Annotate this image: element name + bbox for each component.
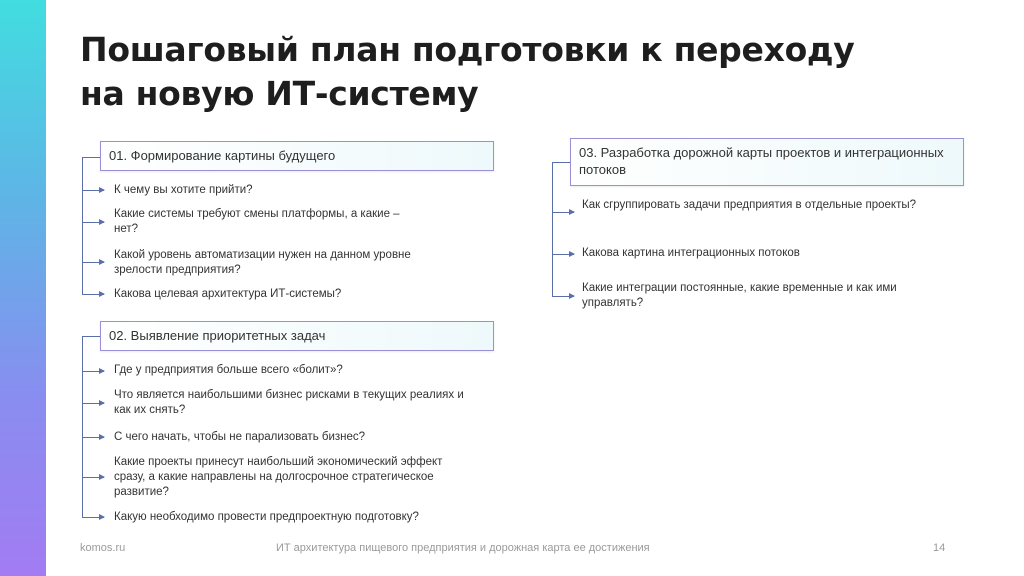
list-item: Как сгруппировать задачи предприятия в отдельные проекты? [582, 199, 916, 211]
title-line-1: Пошаговый план подготовки к переходу [80, 30, 855, 69]
arrow-icon [82, 294, 104, 295]
arrow-icon [82, 190, 104, 191]
arrow-icon [82, 517, 104, 518]
connector-line [552, 162, 553, 296]
list-item: Какие проекты принесут наибольший экономический эффект сразу, а какие направлены на долгосрочное стратегическое развитие? [114, 456, 443, 498]
footer-site: komos.ru [80, 542, 126, 554]
arrow-icon [82, 477, 104, 478]
list-item: Какую необходимо провести предпроектную подготовку? [114, 511, 419, 523]
list-item: Какова целевая архитектура ИТ-системы? [114, 288, 342, 300]
arrow-icon [82, 403, 104, 404]
footer-caption: ИТ архитектура пищевого предприятия и дорожная карта ее достижения [276, 542, 650, 554]
connector-line [82, 336, 83, 517]
page-number: 14 [933, 542, 946, 554]
list-item: Какие интеграции постоянные, какие временные и как ими управлять? [582, 282, 897, 309]
connector-line [82, 336, 100, 337]
section-header: 03. Разработка дорожной карты проектов и интеграционных потоков [570, 138, 964, 186]
list-item: Что является наибольшими бизнес рисками в текущих реалиях и как их снять? [114, 389, 464, 416]
list-item: С чего начать, чтобы не парализовать бизнес? [114, 431, 366, 443]
title-line-2: на новую ИТ-систему [80, 74, 479, 113]
arrow-icon [82, 222, 104, 223]
accent-bar [0, 0, 46, 576]
arrow-icon [552, 296, 574, 297]
arrow-icon [82, 371, 104, 372]
arrow-icon [552, 254, 574, 255]
connector-line [82, 157, 83, 294]
arrow-icon [82, 262, 104, 263]
section-header: 01. Формирование картины будущего [100, 141, 494, 171]
list-item: К чему вы хотите прийти? [114, 184, 253, 196]
section-header: 02. Выявление приоритетных задач [100, 321, 494, 351]
page-title [80, 28, 855, 116]
list-item: Где у предприятия больше всего «болит»? [114, 364, 343, 376]
list-item: Какова картина интеграционных потоков [582, 247, 800, 259]
list-item: Какие системы требуют смены платформы, а какие – нет? [114, 208, 400, 235]
list-item: Какой уровень автоматизации нужен на данном уровне зрелости предприятия? [114, 249, 411, 276]
connector-line [552, 162, 570, 163]
connector-line [82, 157, 100, 158]
arrow-icon [82, 437, 104, 438]
arrow-icon [552, 212, 574, 213]
